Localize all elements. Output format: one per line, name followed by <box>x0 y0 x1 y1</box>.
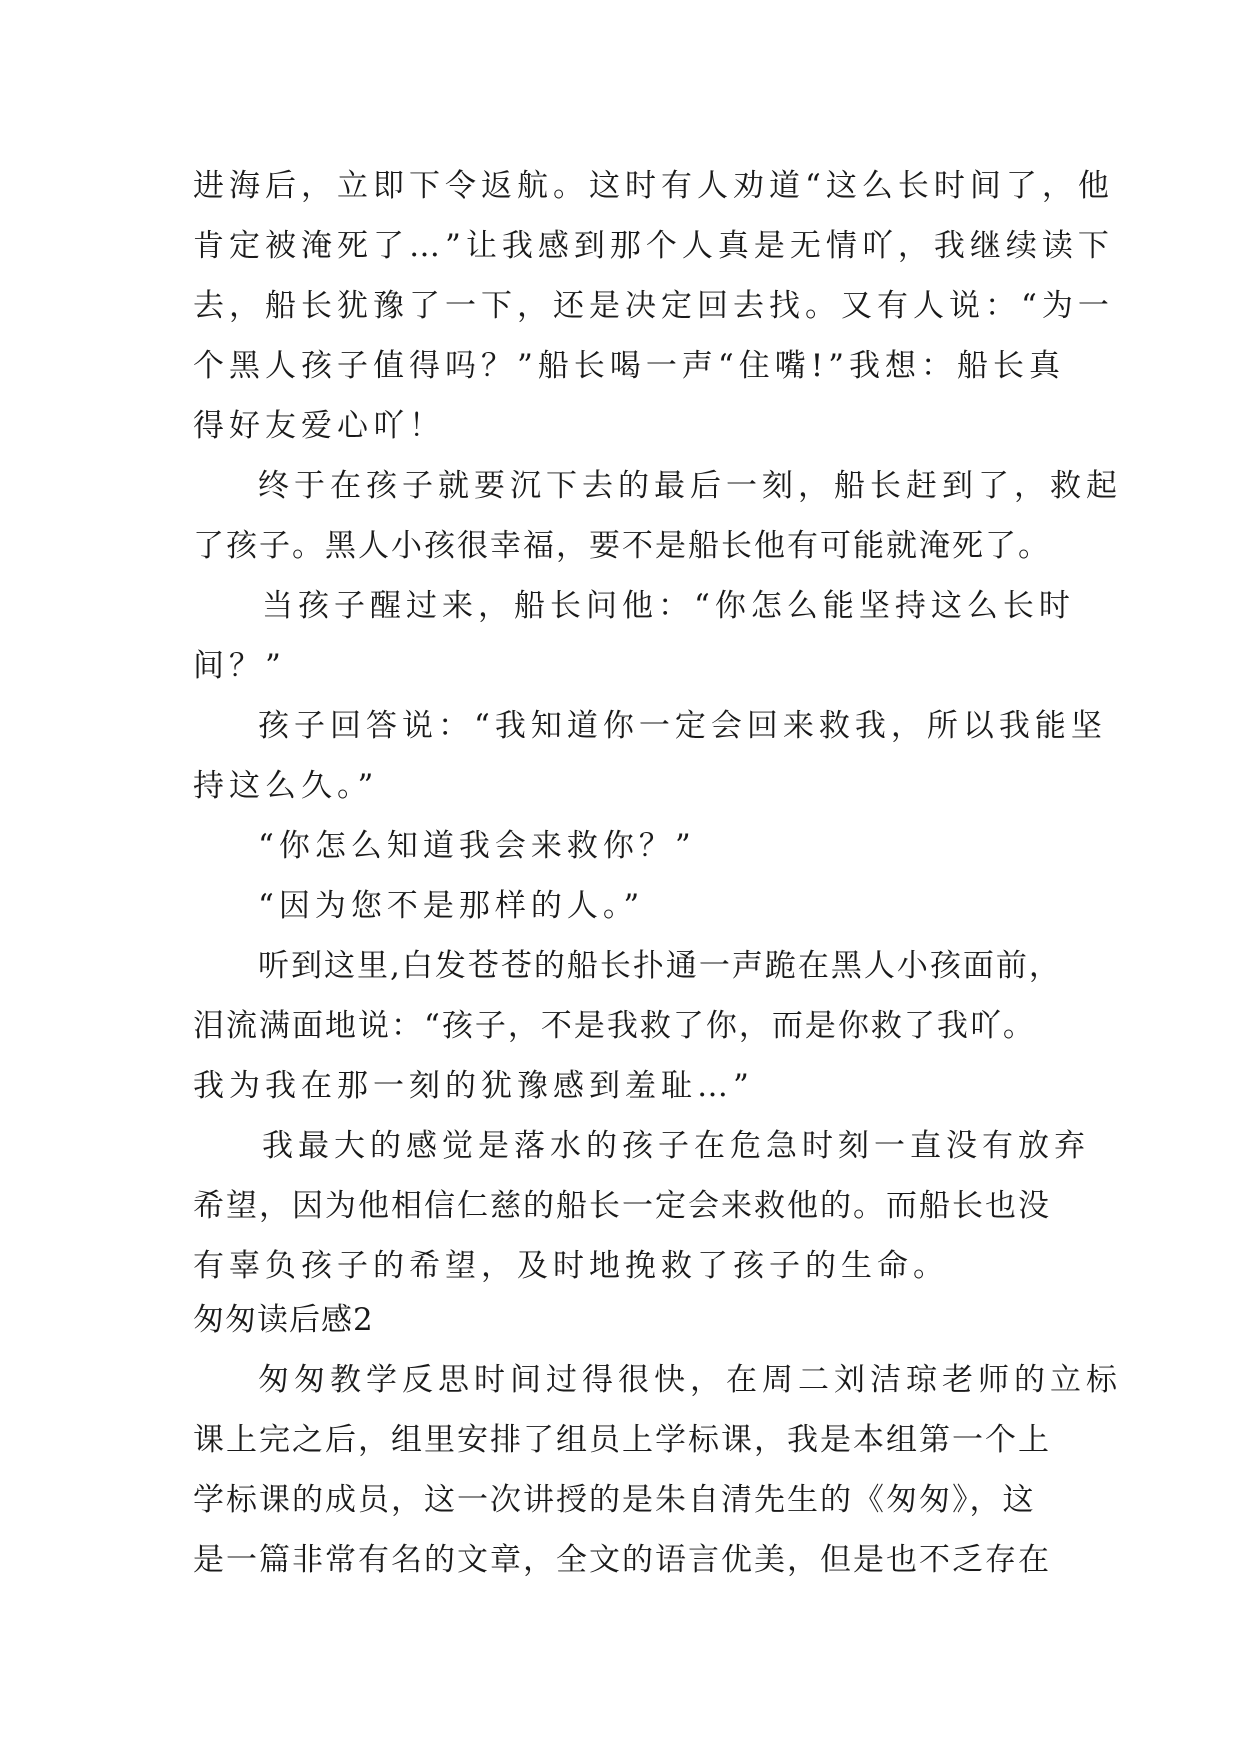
text-line: 有辜负孩子的希望，及时地挽救了孩子的生命。 <box>193 1248 949 1284</box>
text-line: 肯定被淹死了…”让我感到那个人真是无情吖，我继续读下 <box>193 228 1114 264</box>
paragraph-start-line: 终于在孩子就要沉下去的最后一刻，船长赶到了，救起 <box>258 468 1122 504</box>
paragraph-start-line: 当孩子醒过来，船长问他：“你怎么能坚持这么长时 <box>262 588 1075 624</box>
text-line: 泪流满面地说：“孩子，不是我救了你，而是你救了我吖。 <box>193 1008 1036 1044</box>
paragraph-start-line: 匆匆教学反思时间过得很快，在周二刘洁琼老师的立标 <box>258 1362 1122 1398</box>
text-line: 课上完之后，组里安排了组员上学标课，我是本组第一个上 <box>193 1422 1051 1458</box>
section-heading: 匆匆读后感2 <box>193 1302 374 1338</box>
text-line: 我为我在那一刻的犹豫感到羞耻…” <box>193 1068 754 1104</box>
text-line: 学标课的成员，这一次讲授的是朱自清先生的《匆匆》，这 <box>193 1482 1036 1518</box>
text-line: 希望，因为他相信仁慈的船长一定会来救他的。而船长也没 <box>193 1188 1051 1224</box>
text-line: 持这么久。” <box>193 768 379 804</box>
paragraph-start-line: 我最大的感觉是落水的孩子在危急时刻一直没有放弃 <box>262 1128 1090 1164</box>
dialogue-line: “你怎么知道我会来救你？” <box>258 828 696 864</box>
text-line: 去，船长犹豫了一下，还是决定回去找。又有人说：“为一 <box>193 288 1114 324</box>
paragraph-start-line: 听到这里,白发苍苍的船长扑通一声跪在黑人小孩面前， <box>258 948 1062 984</box>
text-line: 间？” <box>193 648 286 684</box>
text-line: 进海后，立即下令返航。这时有人劝道“这么长时间了，他 <box>193 168 1114 204</box>
text-line: 得好友爱心吖！ <box>193 408 445 444</box>
paragraph-start-line: 孩子回答说：“我知道你一定会回来救我，所以我能坚 <box>258 708 1107 744</box>
text-line: 个黑人孩子值得吗？”船长喝一声“住嘴!”我想：船长真 <box>193 348 1065 384</box>
text-line: 是一篇非常有名的文章，全文的语言优美，但是也不乏存在 <box>193 1542 1051 1578</box>
dialogue-line: “因为您不是那样的人。” <box>258 888 645 924</box>
text-line: 了孩子。黑人小孩很幸福，要不是船长他有可能就淹死了。 <box>193 528 1051 564</box>
